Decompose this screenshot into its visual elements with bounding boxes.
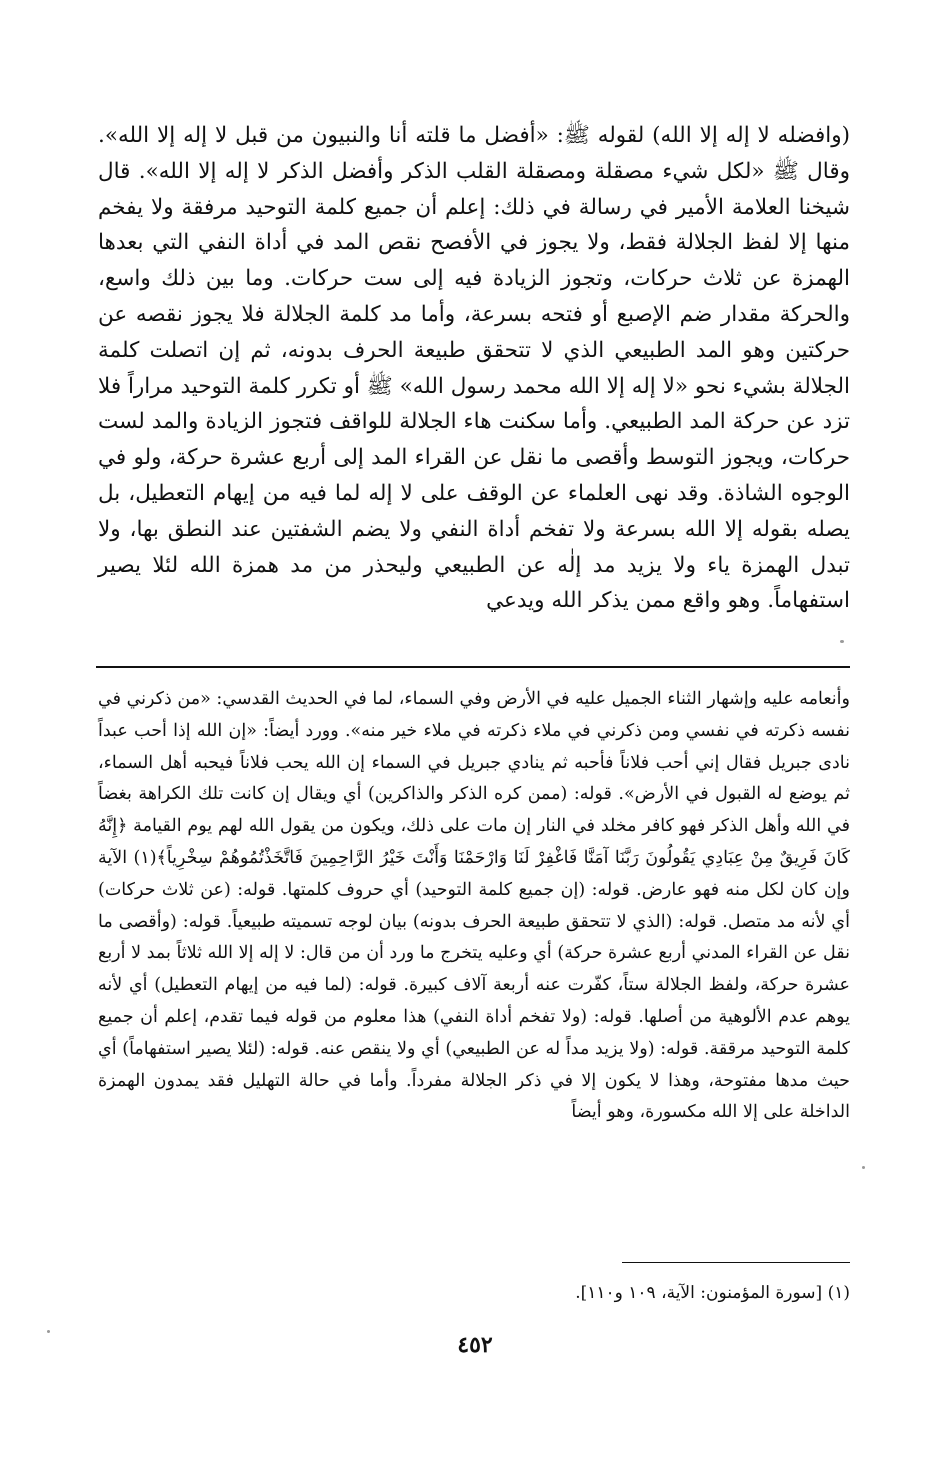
- scan-speck: [862, 1166, 865, 1169]
- main-text-block: [98, 118, 850, 619]
- scan-speck: [47, 1330, 50, 1333]
- main-paragraph: (وافضله لا إله إلا الله) لقوله ﷺ: «أفضل ما قلته أنا والنبيون من قبل لا إله إلا الله». وقال ﷺ «لكل شيء مصقلة ومصقلة القلب الذكر وأفضل الذكر لا إله إلا الله». قال شيخنا العلامة الأمير في رسالة في ذلك: إعلم أن جميع كلمة التوحيد مرفقة ولا يفخم منها إلا لفظ الجلالة فقط، ولا يجوز في الأفصح نقص المد في أداة النفي التي بعدها الهمزة عن ثلاث حركات، وتجوز الزيادة فيه إلى ست حركات. وما بين ذلك واسع، والحركة مقدار ضم الإصبع أو فتحه بسرعة، وأما مد كلمة الجلالة فلا يجوز نقصه عن حركتين وهو المد الطبيعي الذي لا تتحقق طبيعة الحرف بدونه، ثم إن اتصلت كلمة الجلالة بشيء نحو «لا إله إلا الله محمد رسول الله» ﷺ أو تكرر كلمة التوحيد مراراً فلا تزد عن حركة المد الطبيعي. وأما سكنت هاء الجلالة للواقف فتجوز الزيادة والمد لست حركات، ويجوز التوسط وأقصى ما نقل عن القراء المد إلى أربع عشرة حركة، ولو في الوجوه الشاذة. وقد نهى العلماء عن الوقف على لا إله لما فيه من إيهام التعطيل، بل يصله بقوله إلا الله بسرعة ولا تفخم أداة النفي ولا يضم الشفتين عند النطق بها، ولا تبدل الهمزة ياء ولا يزيد مد إلٰه عن الطبيعي وليحذر من مد همزة الله لئلا يصير استفهاماً. وهو واقع ممن يذكر الله ويدعي: [98, 123, 850, 614]
- commentary-paragraph: وأنعامه عليه وإشهار الثناء الجميل عليه في الأرض وفي السماء، لما في الحديث القدسي: «من ذكرني في نفسه ذكرته في نفسي ومن ذكرني في ملاء ذكرته في ملاء خير منه». وورد أيضاً: «إن الله إذا أحب عبداً نادى جبريل فقال إني أحب فلاناً فأحبه ثم ينادي جبريل في السماء إن الله يحب فلاناً فيحبه أهل السماء، ثم يوضع له القبول في الأرض». قوله: (ممن كره الذكر والذاكرين) أي ويقال إن كانت تلك الكراهة بغضاً في الله وأهل الذكر فهو كافر مخلد في النار إن مات على ذلك، ويكون من يقول الله لهم يوم القيامة ﴿إِنَّهُ كَانَ فَرِيقٌ مِنْ عِبَادِي يَقُولُونَ رَبَّنَا آمَنَّا فَاغْفِرْ لَنَا وَارْحَمْنَا وَأَنْتَ خَيْرُ الرَّاحِمِينَ فَاتَّخَذْتُمُوهُمْ سِخْرِياً﴾(١) الآية وإن كان لكل منه فهو عارض. قوله: (إن جميع كلمة التوحيد) أي حروف كلمتها. قوله: (عن ثلاث حركات) أي لأنه مد متصل. قوله: (الذي لا تتحقق طبيعة الحرف بدونه) بيان لوجه تسميته طبيعياً. قوله: (وأقصى ما نقل عن القراء المدني أربع عشرة حركة) أي وعليه يتخرج ما ورد أن من قال: لا إله إلا الله ثلاثاً بمد لا أربع عشرة حركة، ولفظ الجلالة ستاً، كفّرت عنه أربعة آلاف كبيرة. قوله: (لما فيه من إيهام التعطيل) أي لأنه يوهم عدم الألوهية من أصلها. قوله: (ولا تفخم أداة النفي) هذا معلوم من قوله فيما تقدم، إعلم أن جميع كلمة التوحيد مرققة. قوله: (ولا يزيد مداً له عن الطبيعي) أي ولا ينقص عنه. قوله: (لئلا يصير استفهاماً) أي حيث مدها مفتوحة، وهذا لا يكون إلا في ذكر الجلالة مفرداً. وأما في حالة التهليل فقد يمدون الهمزة الداخلة على إلا الله مكسورة، وهو أيضاً: [98, 689, 850, 1123]
- scan-speck: [840, 640, 844, 643]
- footnote-text: (١) [سورة المؤمنون: الآية، ١٠٩ و١١٠].: [575, 1283, 850, 1303]
- footnote-separator-rule: [622, 1262, 850, 1263]
- page-number: ٤٥٢: [457, 1332, 493, 1358]
- commentary-block: [98, 684, 850, 1129]
- footnote-block: [98, 1278, 850, 1308]
- main-separator-rule: [96, 666, 850, 668]
